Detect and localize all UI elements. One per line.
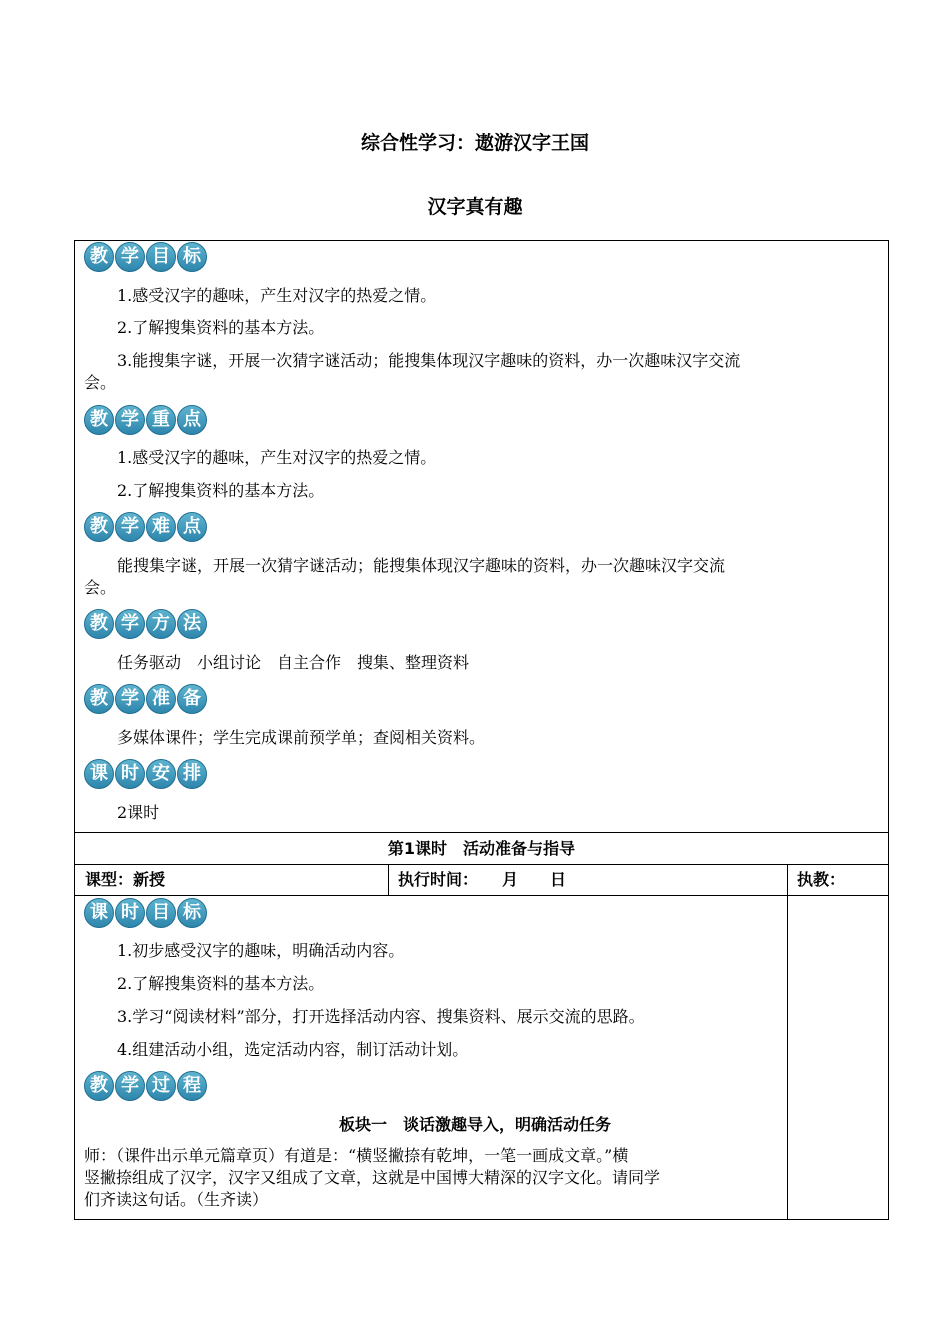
lesson-goal-line: 4.组建活动小组，选定活动内容，制订活动计划。 — [117, 1040, 469, 1059]
lesson-header: 第1课时 活动准备与指导 — [74, 832, 889, 865]
schedule-line: 2课时 — [117, 803, 160, 822]
badge-char: 法 — [177, 609, 207, 639]
badge-char: 点 — [177, 512, 207, 542]
badge-char: 方 — [146, 609, 176, 639]
badge-char: 学 — [115, 512, 145, 542]
teacher-label: 执教： — [797, 870, 846, 889]
badge-char: 教 — [84, 684, 114, 714]
badge-char: 标 — [177, 898, 207, 928]
badge-char: 排 — [177, 759, 207, 789]
badge-char: 教 — [84, 1071, 114, 1101]
lesson-info-row — [74, 864, 889, 896]
badge-char: 课 — [84, 759, 114, 789]
badge-char: 标 — [177, 242, 207, 272]
badge-char: 学 — [115, 609, 145, 639]
lesson-goal-line: 1.初步感受汉字的趣味，明确活动内容。 — [117, 941, 405, 960]
goal-line: 2.了解搜集资料的基本方法。 — [117, 318, 325, 337]
badge-char: 准 — [146, 684, 176, 714]
badge-char: 安 — [146, 759, 176, 789]
badge-char: 难 — [146, 512, 176, 542]
badge-char: 过 — [146, 1071, 176, 1101]
section-text-line: 竖撇捺组成了汉字，汉字又组成了文章，这就是中国博大精深的汉字文化。请同学 — [84, 1168, 661, 1187]
goal-line: 3.能搜集字谜，开展一次猜字谜活动；能搜集体现汉字趣味的资料，办一次趣味汉字交流 — [117, 351, 741, 370]
badge-char: 学 — [115, 684, 145, 714]
badge-lesson-goals — [84, 898, 207, 928]
badge-char: 教 — [84, 242, 114, 272]
lesson-goal-line: 2.了解搜集资料的基本方法。 — [117, 974, 325, 993]
goal-line: 1.感受汉字的趣味，产生对汉字的热爱之情。 — [117, 286, 437, 305]
badge-char: 程 — [177, 1071, 207, 1101]
prep-line: 多媒体课件；学生完成课前预学单；查阅相关资料。 — [117, 728, 486, 747]
badge-char: 目 — [146, 242, 176, 272]
badge-char: 课 — [84, 898, 114, 928]
badge-char: 学 — [115, 1071, 145, 1101]
lesson-type: 课型：新授 — [85, 870, 166, 889]
difficult-line: 会。 — [84, 578, 117, 597]
section-title: 板块一 谈话激趣导入，明确活动任务 — [338, 1115, 611, 1134]
doc-title: 综合性学习：遨游汉字王国 — [360, 132, 589, 154]
badge-char: 目 — [146, 898, 176, 928]
badge-char: 时 — [115, 759, 145, 789]
badge-char: 重 — [146, 405, 176, 435]
goal-line: 会。 — [84, 373, 117, 392]
badge-char: 点 — [177, 405, 207, 435]
badge-char: 时 — [115, 898, 145, 928]
badge-schedule — [84, 759, 207, 789]
badge-teaching-goals — [84, 242, 207, 272]
difficult-line: 能搜集字谜，开展一次猜字谜活动；能搜集体现汉字趣味的资料，办一次趣味汉字交流 — [117, 556, 726, 575]
execution-time: 执行时间： 月 日 — [398, 870, 567, 889]
badge-char: 教 — [84, 405, 114, 435]
doc-subtitle: 汉字真有趣 — [427, 196, 523, 218]
section-text-line: 师：（课件出示单元篇章页）有道是：“横竖撇捺有乾坤，一笔一画成文章。”横 — [84, 1146, 629, 1165]
method-line: 任务驱动 小组讨论 自主合作 搜集、整理资料 — [117, 653, 470, 672]
badge-difficult-points — [84, 512, 207, 542]
badge-preparation — [84, 684, 207, 714]
badge-method — [84, 609, 207, 639]
badge-key-points — [84, 405, 207, 435]
badge-char: 教 — [84, 609, 114, 639]
key-line: 1.感受汉字的趣味，产生对汉字的热爱之情。 — [117, 448, 437, 467]
badge-char: 教 — [84, 512, 114, 542]
badge-char: 备 — [177, 684, 207, 714]
section-text-line: 们齐读这句话。（生齐读） — [84, 1190, 269, 1209]
key-line: 2.了解搜集资料的基本方法。 — [117, 481, 325, 500]
badge-char: 学 — [115, 405, 145, 435]
lesson-goal-line: 3.学习“阅读材料”部分，打开选择活动内容、搜集资料、展示交流的思路。 — [117, 1007, 645, 1026]
badge-process — [84, 1071, 207, 1101]
badge-char: 学 — [115, 242, 145, 272]
